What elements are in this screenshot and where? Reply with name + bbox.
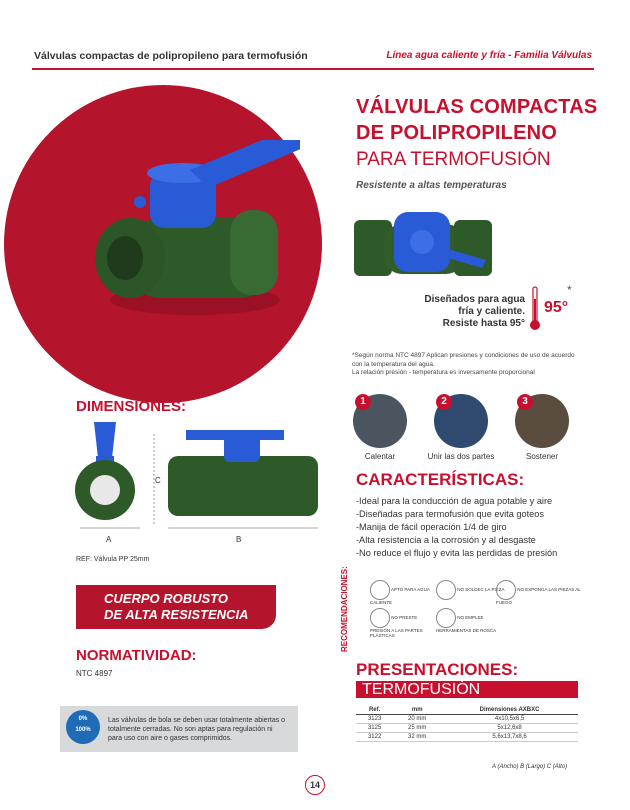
banner-line2: DE ALTA RESISTENCIA [104,607,249,622]
pct-bottom: 100% [75,727,91,733]
step-2-number: 2 [436,394,452,410]
no-weld-icon [436,580,456,600]
recommendation-text: NO SOLDEC LA PIEZA [457,587,505,593]
norms-title: NORMATIVIDAD: [76,647,197,664]
recommendations-title: RECOMENDACIONES: [340,566,349,652]
table-cell: 32 mm [393,733,441,742]
product-title-line1: VÁLVULAS COMPACTAS [356,96,598,118]
table-header-row [356,706,578,715]
step-2-label: Unir las dos partes [427,452,495,461]
step-3-label: Sostener [525,452,559,461]
norms-code: NTC 4897 [76,669,113,678]
table-row [356,733,578,742]
banner-line1: CUERPO ROBUSTO [104,591,228,606]
table-cell: 3122 [356,733,393,742]
open-close-icon [66,710,100,744]
strength-banner-text [104,591,248,623]
product-title-line3: PARA TERMOFUSIÓN [356,149,551,170]
header-right-title: Línea agua caliente y fría - Familia Válvulas [386,50,592,61]
recommendation-item-5 [436,608,506,633]
presentations-title: PRESENTACIONES: [356,660,519,679]
table-cell: 25 mm [393,724,441,733]
dimension-label-b: B [236,535,242,544]
table-row [356,715,578,724]
step-1 [353,394,420,461]
features-title: CARACTERÍSTICAS: [356,470,525,489]
usage-warning-text: Las válvulas de bola se deben usar totalmente abiertas o totalmente cerradas. No son aptas para regulación ni para uso con aire o gases comprimidos. [108,717,286,742]
recommendation-text: NO PRESTE PRESIÓN A LAS PARTES PLÁSTICAS [370,615,423,638]
step-2-image [434,394,488,448]
temperature-value: 95° [544,299,569,316]
temperature-text [395,294,525,330]
table-row [356,724,578,733]
table-cell: 20 mm [393,715,441,724]
note-line2: La relación presión - temperatura es inversamente proporcional [352,369,535,376]
feature-item: -Diseñadas para termofusión que evita goteos [356,509,544,519]
table-cell: 5x12,6x8 [441,724,578,733]
temperature-line3: Resiste hasta 95° [442,318,525,329]
asterisk: * [567,283,572,297]
table-cell: 4x10,5x6,5 [441,715,578,724]
page-number: 14 [305,775,325,795]
dimension-reference: REF: Válvula PP 25mm [76,556,150,563]
feature-item: -Ideal para la conducción de agua potable y aire [356,496,553,506]
pct-top: 0% [78,716,88,722]
table-cell: 3125 [356,724,393,733]
header-left-title: Válvulas compactas de polipropileno para termofusión [34,50,308,62]
product-title-line2: DE POLIPROPILENO [356,122,558,144]
table-header-cell: Dimensiones AXBXC [441,706,578,715]
temperature-line1: Diseñados para agua [424,294,525,305]
recommendation-text: APTO PARA AGUA CALIENTE [370,587,430,605]
dimensions-title: DIMENSIONES: [76,398,187,415]
dimension-legend: A (Ancho) B (Largo) C (Alto) [492,764,568,770]
recommendation-item-3 [496,580,582,605]
step-3-number: 3 [517,394,533,410]
pressure-note [352,352,582,378]
step-1-image [353,394,407,448]
recommendation-item-4 [370,608,436,638]
no-fire-icon [496,580,516,600]
feature-item: -Alta resistencia a la corrosión y al desgaste [356,535,536,545]
step-1-number: 1 [355,394,371,410]
product-subtitle: Resistente a altas temperaturas [356,180,507,191]
feature-item: -No reduce el flujo y evita las perdidas de presión [356,548,558,558]
valve-illustration-large [80,140,300,330]
recommendation-text: NO EMPLEE HERRAMIENTAS DE ROSCA [436,615,497,633]
thermometer-icon [528,285,542,333]
dimension-diagram [74,416,330,552]
no-thread-tool-icon [436,608,456,628]
valve-illustration-small [354,208,494,284]
feature-item: -Manija de fácil operación 1/4 de giro [356,522,507,532]
presentations-table [356,706,578,742]
step-2 [427,394,501,461]
table-cell: 5,6x13,7x8,6 [441,733,578,742]
note-line1: *Según norma NTC 4897 Aplican presiones y condiciones de uso de acuerdo con la temperatura del agua. [352,352,575,368]
step-1-label: Calentar [364,452,396,461]
temperature-line2: fría y caliente. [458,306,525,317]
termofusion-label: TERMOFUSIÓN [362,681,481,698]
table-header-cell: mm [393,706,441,715]
no-pressure-icon [370,608,390,628]
step-3 [515,394,582,461]
hot-water-icon [370,580,390,600]
dimension-label-a: A [106,535,112,544]
header-divider [32,68,594,70]
step-3-image [515,394,569,448]
table-header-cell: Ref. [356,706,393,715]
table-cell: 3123 [356,715,393,724]
dimension-label-c: C [155,476,161,485]
features-list [356,495,557,560]
recommendation-text: NO EXPONGA LAS PIEZAS AL FUEGO [496,587,581,605]
